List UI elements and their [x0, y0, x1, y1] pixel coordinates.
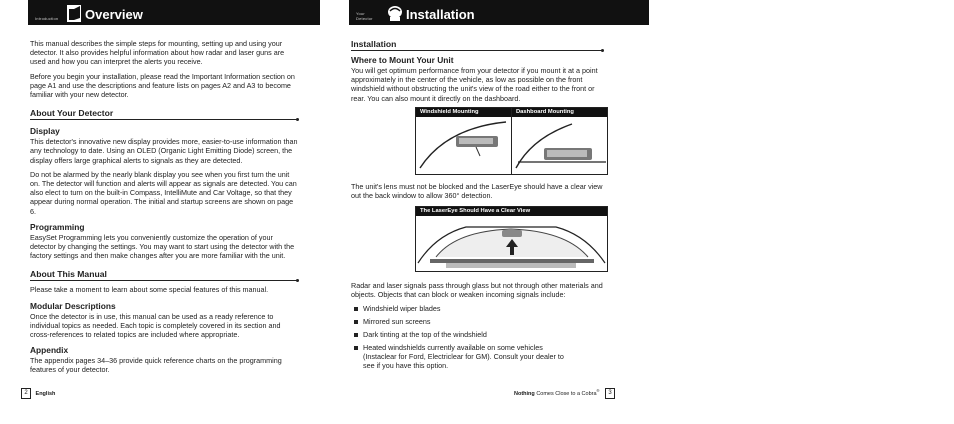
list-item: Dark tinting at the top of the windshield	[351, 330, 603, 339]
where-heading: Where to Mount Your Unit	[351, 55, 454, 65]
right-footer	[514, 388, 615, 399]
installation-body	[351, 39, 603, 108]
installation-header-bar	[349, 0, 649, 25]
list-item: Windshield wiper blades	[351, 304, 603, 313]
overview-body	[30, 39, 298, 380]
dashboard-mounting-label: Dashboard Mounting	[512, 108, 607, 117]
lasereye-figure-label: The LaserEye Should Have a Clear View	[416, 207, 607, 216]
lens-text: The unit's lens must not be blocked and the LaserEye should have a clear view out the back window to allow 360° detection.	[351, 182, 603, 201]
registered-mark: ®	[596, 388, 600, 394]
where-text: You will get optimum performance from your detector if you mount it at a point approximately in the center of the vehicle, as low as possible on the front windshield without obstructing the unit's view of the road either to the front or rear. You can also mount it directly on the dashboard.	[351, 66, 598, 103]
footer-tagline-bold: Nothing	[514, 390, 535, 397]
mounting-figure	[415, 107, 608, 175]
book-icon	[66, 3, 82, 23]
display-text-1: This detector's innovative new display provides more, easier-to-use information than any technology to date. Using an OLED (Organic Light Emitting Diode) screen, the display offers large graphical alerts to signals as they are detected.	[30, 137, 298, 165]
list-item: Mirrored sun screens	[351, 317, 603, 326]
glass-section	[351, 281, 603, 374]
lasereye-figure	[415, 206, 608, 272]
left-page	[18, 0, 310, 424]
programming-heading: Programming	[30, 221, 85, 232]
rear-window-illustration	[416, 217, 607, 271]
windshield-mounting-label: Windshield Mounting	[416, 108, 511, 117]
right-page	[349, 0, 649, 424]
about-manual-heading: About This Manual	[30, 269, 298, 281]
left-footer	[21, 388, 55, 399]
appendix-text: The appendix pages 34–36 provide quick reference charts on the programming features of your detector.	[30, 356, 282, 375]
detector-tab-label: Your Detector	[356, 11, 373, 21]
appendix-heading: Appendix	[30, 345, 69, 356]
programming-text: EasySet Programming lets you conveniently customize the operation of your detector by changing the settings. You may want to start using the detector with the factory settings and then make changes after you are more familiar with the unit.	[30, 232, 295, 261]
dashboard-mount-illustration	[512, 118, 607, 174]
intro-paragraph-2: Before you begin your installation, please read the Important Information section on page A1 and use the descriptions and feature lists on pages A2 and A3 to become familiar with your new detector.	[30, 71, 295, 100]
page-title-installation: Installation	[406, 7, 475, 22]
display-heading: Display	[30, 126, 60, 137]
glass-text: Radar and laser signals pass through glass but not through other materials and objects. Objects that can block or weaken incoming signals include:	[351, 281, 603, 300]
footer-tagline: Comes Close to a Cobra	[536, 390, 597, 397]
blocking-list	[351, 304, 603, 370]
list-item: Heated windshields currently available on some vehicles (Instaclear for Ford, Electriclear for GM). Consult your dealer to see if you have this option.	[351, 343, 573, 371]
intro-tab	[32, 4, 59, 22]
modular-text: Once the detector is in use, this manual can be used as a ready reference to individual topics as needed. Each topic is completely covered in its section and cross-references to related topics are included where appropriate.	[30, 311, 281, 340]
windshield-mount-illustration	[416, 118, 511, 174]
display-text-2: Do not be alarmed by the nearly blank display you see when you first turn the unit on. The detector will function and alerts will appear as signals are detected. You can also elect to turn on the built-in Compass, IntelliMute and Car Voltage, so that they appear during normal operation. The initial and startup screens are shown on page 6.	[30, 169, 297, 216]
page-number-left: 2	[21, 388, 31, 399]
overview-header-bar	[28, 0, 320, 25]
page-number-right: 3	[605, 388, 615, 399]
intro-tab-label: Introduction	[35, 16, 59, 21]
footer-language: English	[35, 390, 56, 397]
about-manual-text: Please take a moment to learn about some special features of this manual.	[30, 285, 269, 295]
lens-paragraph	[351, 182, 603, 205]
about-detector-heading: About Your Detector	[30, 108, 298, 120]
detector-tab	[353, 4, 373, 22]
installation-heading: Installation	[351, 39, 603, 51]
intro-paragraph-1: This manual describes the simple steps for mounting, setting up and using your detector. It also provides helpful information about how radar and laser guns are used and how you can interpret the alerts you receive.	[30, 39, 285, 67]
detector-icon	[387, 3, 403, 23]
modular-heading: Modular Descriptions	[30, 300, 116, 311]
page-title: Overview	[85, 7, 143, 22]
